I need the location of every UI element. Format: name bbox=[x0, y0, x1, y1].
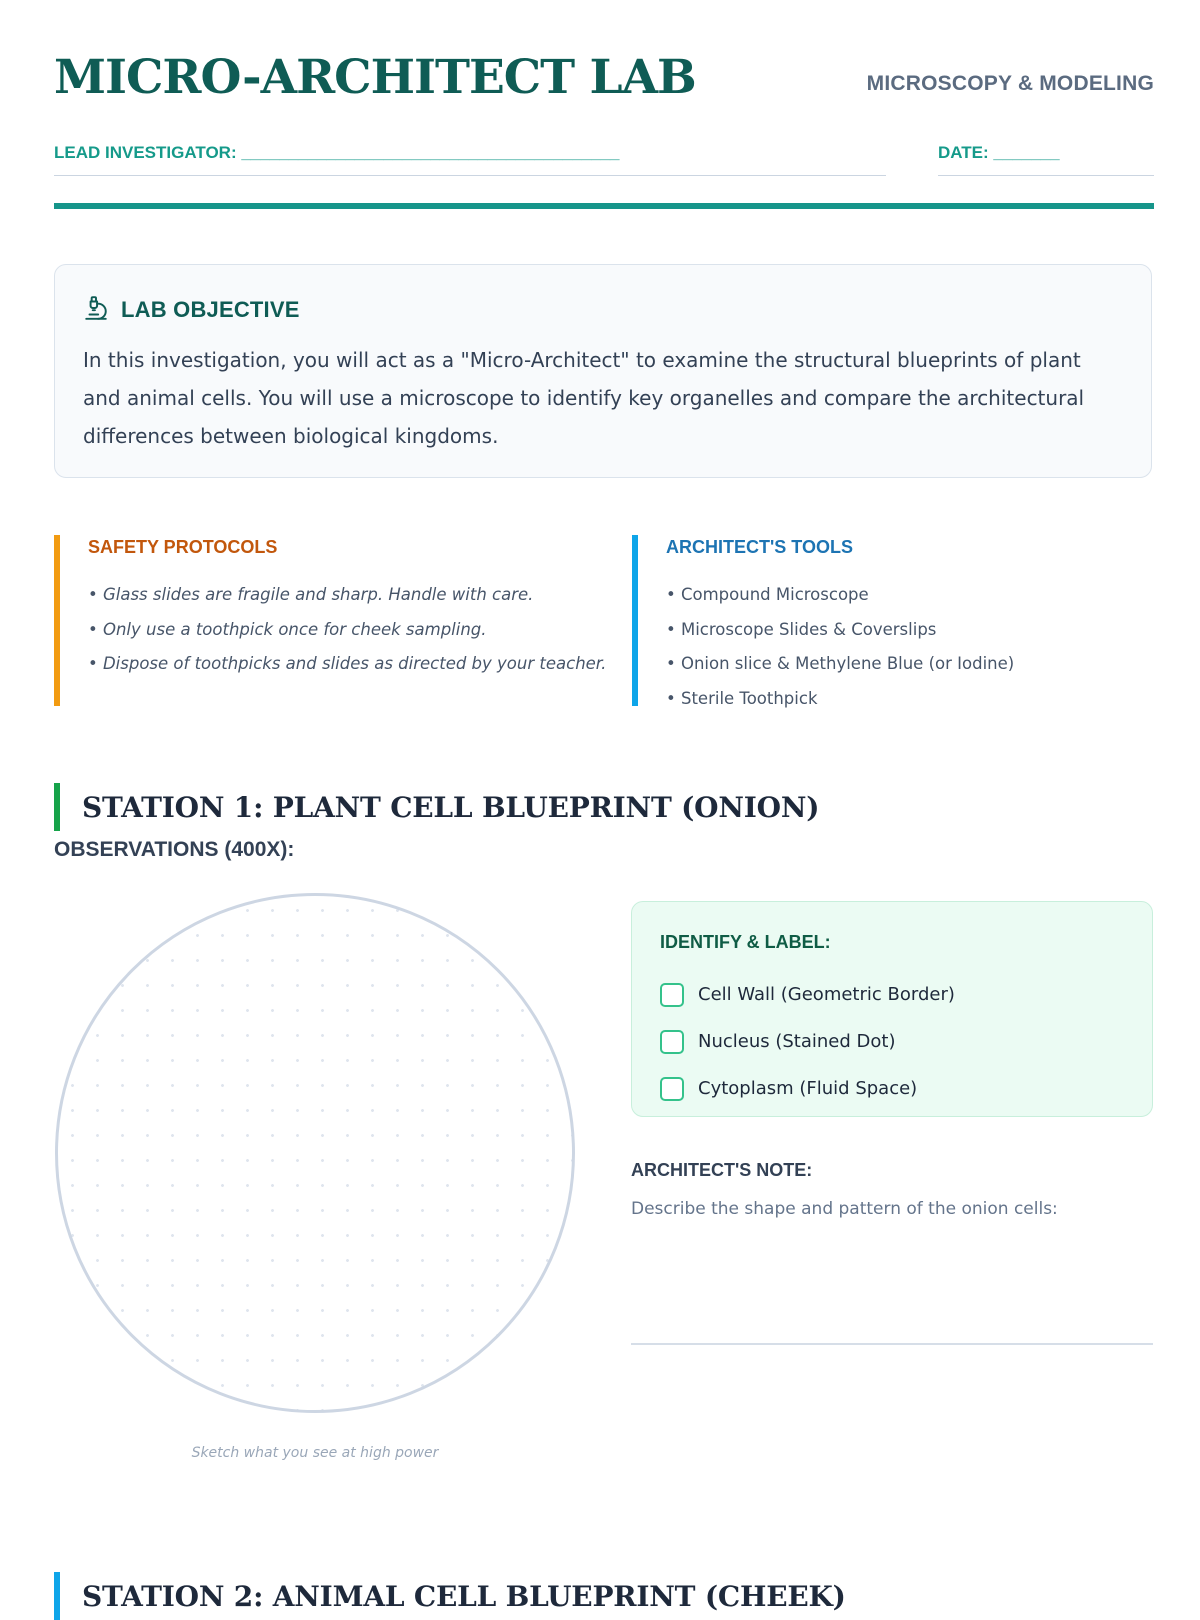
safety-protocols-title: SAFETY PROTOCOLS bbox=[88, 537, 278, 557]
lab-objective-text: In this investigation, you will act as a "Micro-Architect" to examine the structural blueprints of plant and animal cells. You will use a microscope to identify key organelles and compare the architectural differences between biological kingdoms. bbox=[83, 348, 1085, 448]
architects-tools-title: ARCHITECT'S TOOLS bbox=[666, 537, 853, 557]
sketch-circle[interactable] bbox=[55, 893, 575, 1413]
checklist-item-cell-wall[interactable] bbox=[660, 971, 1124, 1018]
lab-objective-box bbox=[54, 264, 1152, 478]
checkbox[interactable] bbox=[660, 1077, 684, 1101]
identify-title: IDENTIFY & LABEL: bbox=[660, 932, 831, 952]
safety-protocols bbox=[54, 535, 614, 706]
tools-list bbox=[666, 578, 1152, 716]
list-item: • Dispose of toothpicks and slides as directed by your teacher. bbox=[88, 654, 607, 673]
checklist-label: Cell Wall (Geometric Border) bbox=[698, 984, 955, 1005]
checkbox[interactable] bbox=[660, 983, 684, 1007]
checklist-item-nucleus[interactable] bbox=[660, 1018, 1124, 1065]
header-divider bbox=[54, 203, 1154, 209]
station-1-heading: STATION 1: PLANT CELL BLUEPRINT (ONION) bbox=[54, 783, 819, 831]
checklist-label: Nucleus (Stained Dot) bbox=[698, 1031, 896, 1052]
sketch-caption: Sketch what you see at high power bbox=[191, 1445, 439, 1461]
architects-note-prompt: Describe the shape and pattern of the onion cells: bbox=[631, 1199, 1058, 1219]
lead-investigator-field[interactable]: LEAD INVESTIGATOR: ________________________________________ bbox=[54, 143, 886, 176]
observations-label: OBSERVATIONS (400X): bbox=[54, 838, 295, 861]
architects-note-label: ARCHITECT'S NOTE: bbox=[631, 1160, 813, 1180]
list-item: • Onion slice & Methylene Blue (or Iodine) bbox=[666, 654, 1015, 673]
lab-objective-title: LAB OBJECTIVE bbox=[121, 297, 300, 322]
answer-line[interactable] bbox=[631, 1343, 1153, 1345]
lab-objective-header bbox=[83, 295, 1123, 325]
list-item: • Compound Microscope bbox=[666, 585, 869, 604]
list-item: • Microscope Slides & Coverslips bbox=[666, 619, 937, 639]
date-field[interactable]: DATE: _______ bbox=[938, 143, 1154, 176]
checklist-item-cytoplasm[interactable] bbox=[660, 1065, 1124, 1112]
architects-tools bbox=[632, 535, 1152, 706]
list-item: • Glass slides are fragile and sharp. Handle with care. bbox=[88, 585, 534, 604]
checkbox[interactable] bbox=[660, 1030, 684, 1054]
microscope-icon bbox=[83, 295, 109, 325]
safety-list bbox=[88, 578, 614, 682]
list-item: • Only use a toothpick once for cheek sampling. bbox=[88, 619, 487, 639]
identify-label-box bbox=[631, 901, 1153, 1117]
station-2-heading: STATION 2: ANIMAL CELL BLUEPRINT (CHEEK) bbox=[54, 1572, 846, 1620]
list-item: • Sterile Toothpick bbox=[666, 688, 818, 708]
page-title: MICRO-ARCHITECT LAB bbox=[54, 50, 696, 105]
subject-label: MICROSCOPY & MODELING bbox=[866, 72, 1154, 95]
checklist-label: Cytoplasm (Fluid Space) bbox=[698, 1078, 918, 1099]
